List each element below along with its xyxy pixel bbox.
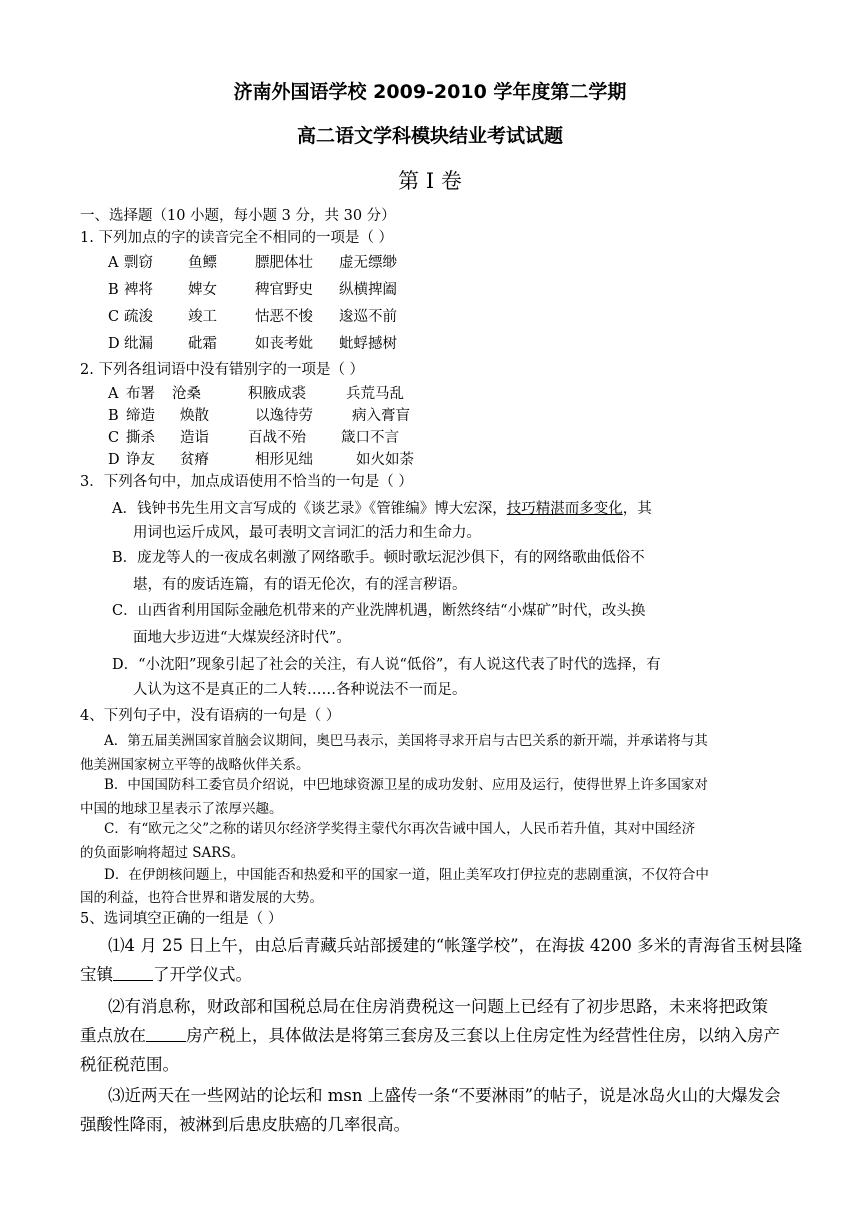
q2-b-word4: 病入膏盲 xyxy=(352,408,410,424)
q1-d-word4: 蚍蜉撼树 xyxy=(339,336,397,352)
q2-stem: 2. 下列各组词语中没有错别字的一项是（ ） xyxy=(80,362,365,378)
q5-s1-text: 宝镇 xyxy=(80,965,113,984)
q2-b-word2: 焕散 xyxy=(180,408,209,424)
q5-s2-text: 重点放在 xyxy=(80,1026,146,1045)
q2-d-word2: 贫瘠 xyxy=(180,452,209,468)
q1-c-word3: 怙恶不悛 xyxy=(255,309,313,325)
q1-a-word4: 虚无缥缈 xyxy=(339,255,397,271)
q1-b-word4: 纵横捭阖 xyxy=(339,282,397,298)
q2-a-word3: 积腋成裘 xyxy=(248,386,306,402)
q2-b-word1: 缔造 xyxy=(126,408,155,424)
exam-subtitle: 高二语文学科模块结业考试试题 xyxy=(296,125,563,147)
q3-option-a-line1 xyxy=(112,500,652,518)
q3-option-b-line1: B．庞龙等人的一夜成名刺激了网络歌手。顿时歌坛泥沙俱下，有的网络歌曲低俗不 xyxy=(112,550,645,566)
q1-b-word1: 裨将 xyxy=(124,282,153,298)
q2-a-word2: 沧桑 xyxy=(172,386,201,402)
q3-stem: 3．下列各句中，加点成语使用不恰当的一句是（ ） xyxy=(80,474,413,490)
q5-blank-2 xyxy=(146,1027,186,1042)
q3-a-underlined: 技巧精湛而多变化 xyxy=(506,501,623,517)
section-heading: 一、选择题（10 小题，每小题 3 分，共 30 分） xyxy=(80,208,396,224)
q5-sentence2-line3: 税征税范围。 xyxy=(80,1055,179,1074)
q3-a-text: A．钱钟书先生用文言写成的《谈艺录》《管锥编》博大宏深， xyxy=(112,501,507,517)
q1-a-word3: 膘肥体壮 xyxy=(255,255,313,271)
q2-option-d-letter: D xyxy=(108,452,120,468)
q2-c-word1: 撕杀 xyxy=(126,430,155,446)
q1-b-word3: 稗官野史 xyxy=(255,282,313,298)
q4-option-c-line1: C．有“欧元之父”之称的诺贝尔经济学奖得主蒙代尔再次告诫中国人，人民币若升值，其对中国经济 xyxy=(104,821,696,837)
q2-d-word1: 诤友 xyxy=(126,452,155,468)
q4-option-c-line2: 的负面影响将超过 SARS。 xyxy=(80,845,245,861)
q4-stem: 4、下列句子中，没有语病的一句是（ ） xyxy=(80,708,341,724)
q3-option-b-line2: 堪，有的废话连篇，有的语无伦次，有的淫言秽语。 xyxy=(133,577,467,593)
q3-a-text-end: ，其 xyxy=(622,501,652,517)
q5-s1-text-end: 了开学仪式。 xyxy=(153,965,252,984)
q5-sentence1-line2 xyxy=(80,964,252,986)
q4-option-a-line1: A．第五届美洲国家首脑会议期间，奥巴马表示，美国将寻求开启与古巴关系的新开端，并承诺将与其 xyxy=(104,733,708,749)
q4-option-b-line2: 中国的地球卫星表示了浓厚兴趣。 xyxy=(80,801,283,817)
q1-stem: 1. 下列加点的字的读音完全不相同的一项是（ ） xyxy=(80,230,394,246)
q2-a-word1: 布署 xyxy=(126,386,155,402)
q4-option-d-line2: 国的利益，也符合世界和谐发展的大势。 xyxy=(80,890,323,906)
q1-c-word1: 疏浚 xyxy=(124,309,153,325)
q2-a-word4: 兵荒马乱 xyxy=(346,386,404,402)
q3-option-d-line2: 人认为这不是真正的二人转……各种说法不一而足。 xyxy=(133,682,467,698)
q3-option-d-line1: D．“小沈阳”现象引起了社会的关注，有人说“低俗”，有人说这代表了时代的选择，有 xyxy=(112,657,661,673)
q3-option-c-line1: C．山西省利用国际金融危机带来的产业洗牌机遇，断然终结“小煤矿”时代，改头换 xyxy=(112,603,646,619)
q2-b-word3: 以逸待劳 xyxy=(255,408,313,424)
q1-option-d-letter: D xyxy=(108,336,120,352)
q2-c-word2: 造诣 xyxy=(180,430,209,446)
q1-c-word4: 逡巡不前 xyxy=(339,309,397,325)
q1-d-word3: 如丧考妣 xyxy=(255,336,313,352)
q5-sentence2-line1: ⑵有消息称，财政部和国税总局在住房消费税这一问题上已经有了初步思路，未来将把政策 xyxy=(108,997,768,1016)
q1-a-word1: 剽窃 xyxy=(124,255,153,271)
q2-option-a-letter: A xyxy=(108,386,119,402)
q3-option-c-line2: 面地大步迈进“大煤炭经济时代”。 xyxy=(133,630,351,646)
q4-option-b-line1: B．中国国防科工委官员介绍说，中巴地球资源卫星的成功发射、应用及运行，使得世界上许多国家对 xyxy=(104,777,708,793)
volume-heading: 第 I 卷 xyxy=(398,169,462,193)
q1-d-word2: 砒霜 xyxy=(188,336,217,352)
q1-a-word2: 鱼鳔 xyxy=(188,255,217,271)
q3-option-a-line2: 用词也运斤成风，最可表明文言词汇的活力和生命力。 xyxy=(133,525,481,541)
q2-d-word3: 相形见绌 xyxy=(255,452,313,468)
q5-sentence3-line1: ⑶近两天在一些网站的论坛和 msn 上盛传一条“不要淋雨”的帖子，说是冰岛火山的大爆发会 xyxy=(108,1086,781,1105)
q2-c-word4: 箴口不言 xyxy=(341,430,399,446)
q5-s2-text-end: 房产税上，具体做法是将第三套房及三套以上住房定性为经营性住房，以纳入房产 xyxy=(186,1026,780,1045)
q5-sentence1-line1: ⑴4 月 25 日上午，由总后青藏兵站部援建的“帐篷学校”，在海拔 4200 多米的青海省玉树县隆 xyxy=(108,936,803,955)
q1-option-a-letter: A xyxy=(108,255,119,271)
q1-c-word2: 竣工 xyxy=(188,309,217,325)
exam-title: 济南外国语学校 2009-2010 学年度第二学期 xyxy=(233,81,627,103)
q1-b-word2: 婢女 xyxy=(188,282,217,298)
q2-option-c-letter: C xyxy=(108,430,120,446)
q5-sentence3-line2: 强酸性降雨，被淋到后患皮肤癌的几率很高。 xyxy=(80,1115,410,1134)
q4-option-a-line2: 他美洲国家树立平等的战略伙伴关系。 xyxy=(80,757,310,773)
q2-d-word4: 如火如荼 xyxy=(356,452,414,468)
q5-blank-1 xyxy=(113,966,153,981)
q5-stem: 5、选词填空正确的一组是（ ） xyxy=(80,911,283,927)
q1-option-b-letter: B xyxy=(108,282,119,298)
q2-option-b-letter: B xyxy=(108,408,119,424)
q2-c-word3: 百战不殆 xyxy=(248,430,306,446)
q4-option-d-line1: D．在伊朗核问题上，中国能否和热爱和平的国家一道，阻止美军攻打伊拉克的悲剧重演，不仅符合中 xyxy=(104,867,709,883)
q1-option-c-letter: C xyxy=(108,309,120,325)
q5-sentence2-line2 xyxy=(80,1025,780,1047)
q1-d-word1: 纰漏 xyxy=(124,336,153,352)
